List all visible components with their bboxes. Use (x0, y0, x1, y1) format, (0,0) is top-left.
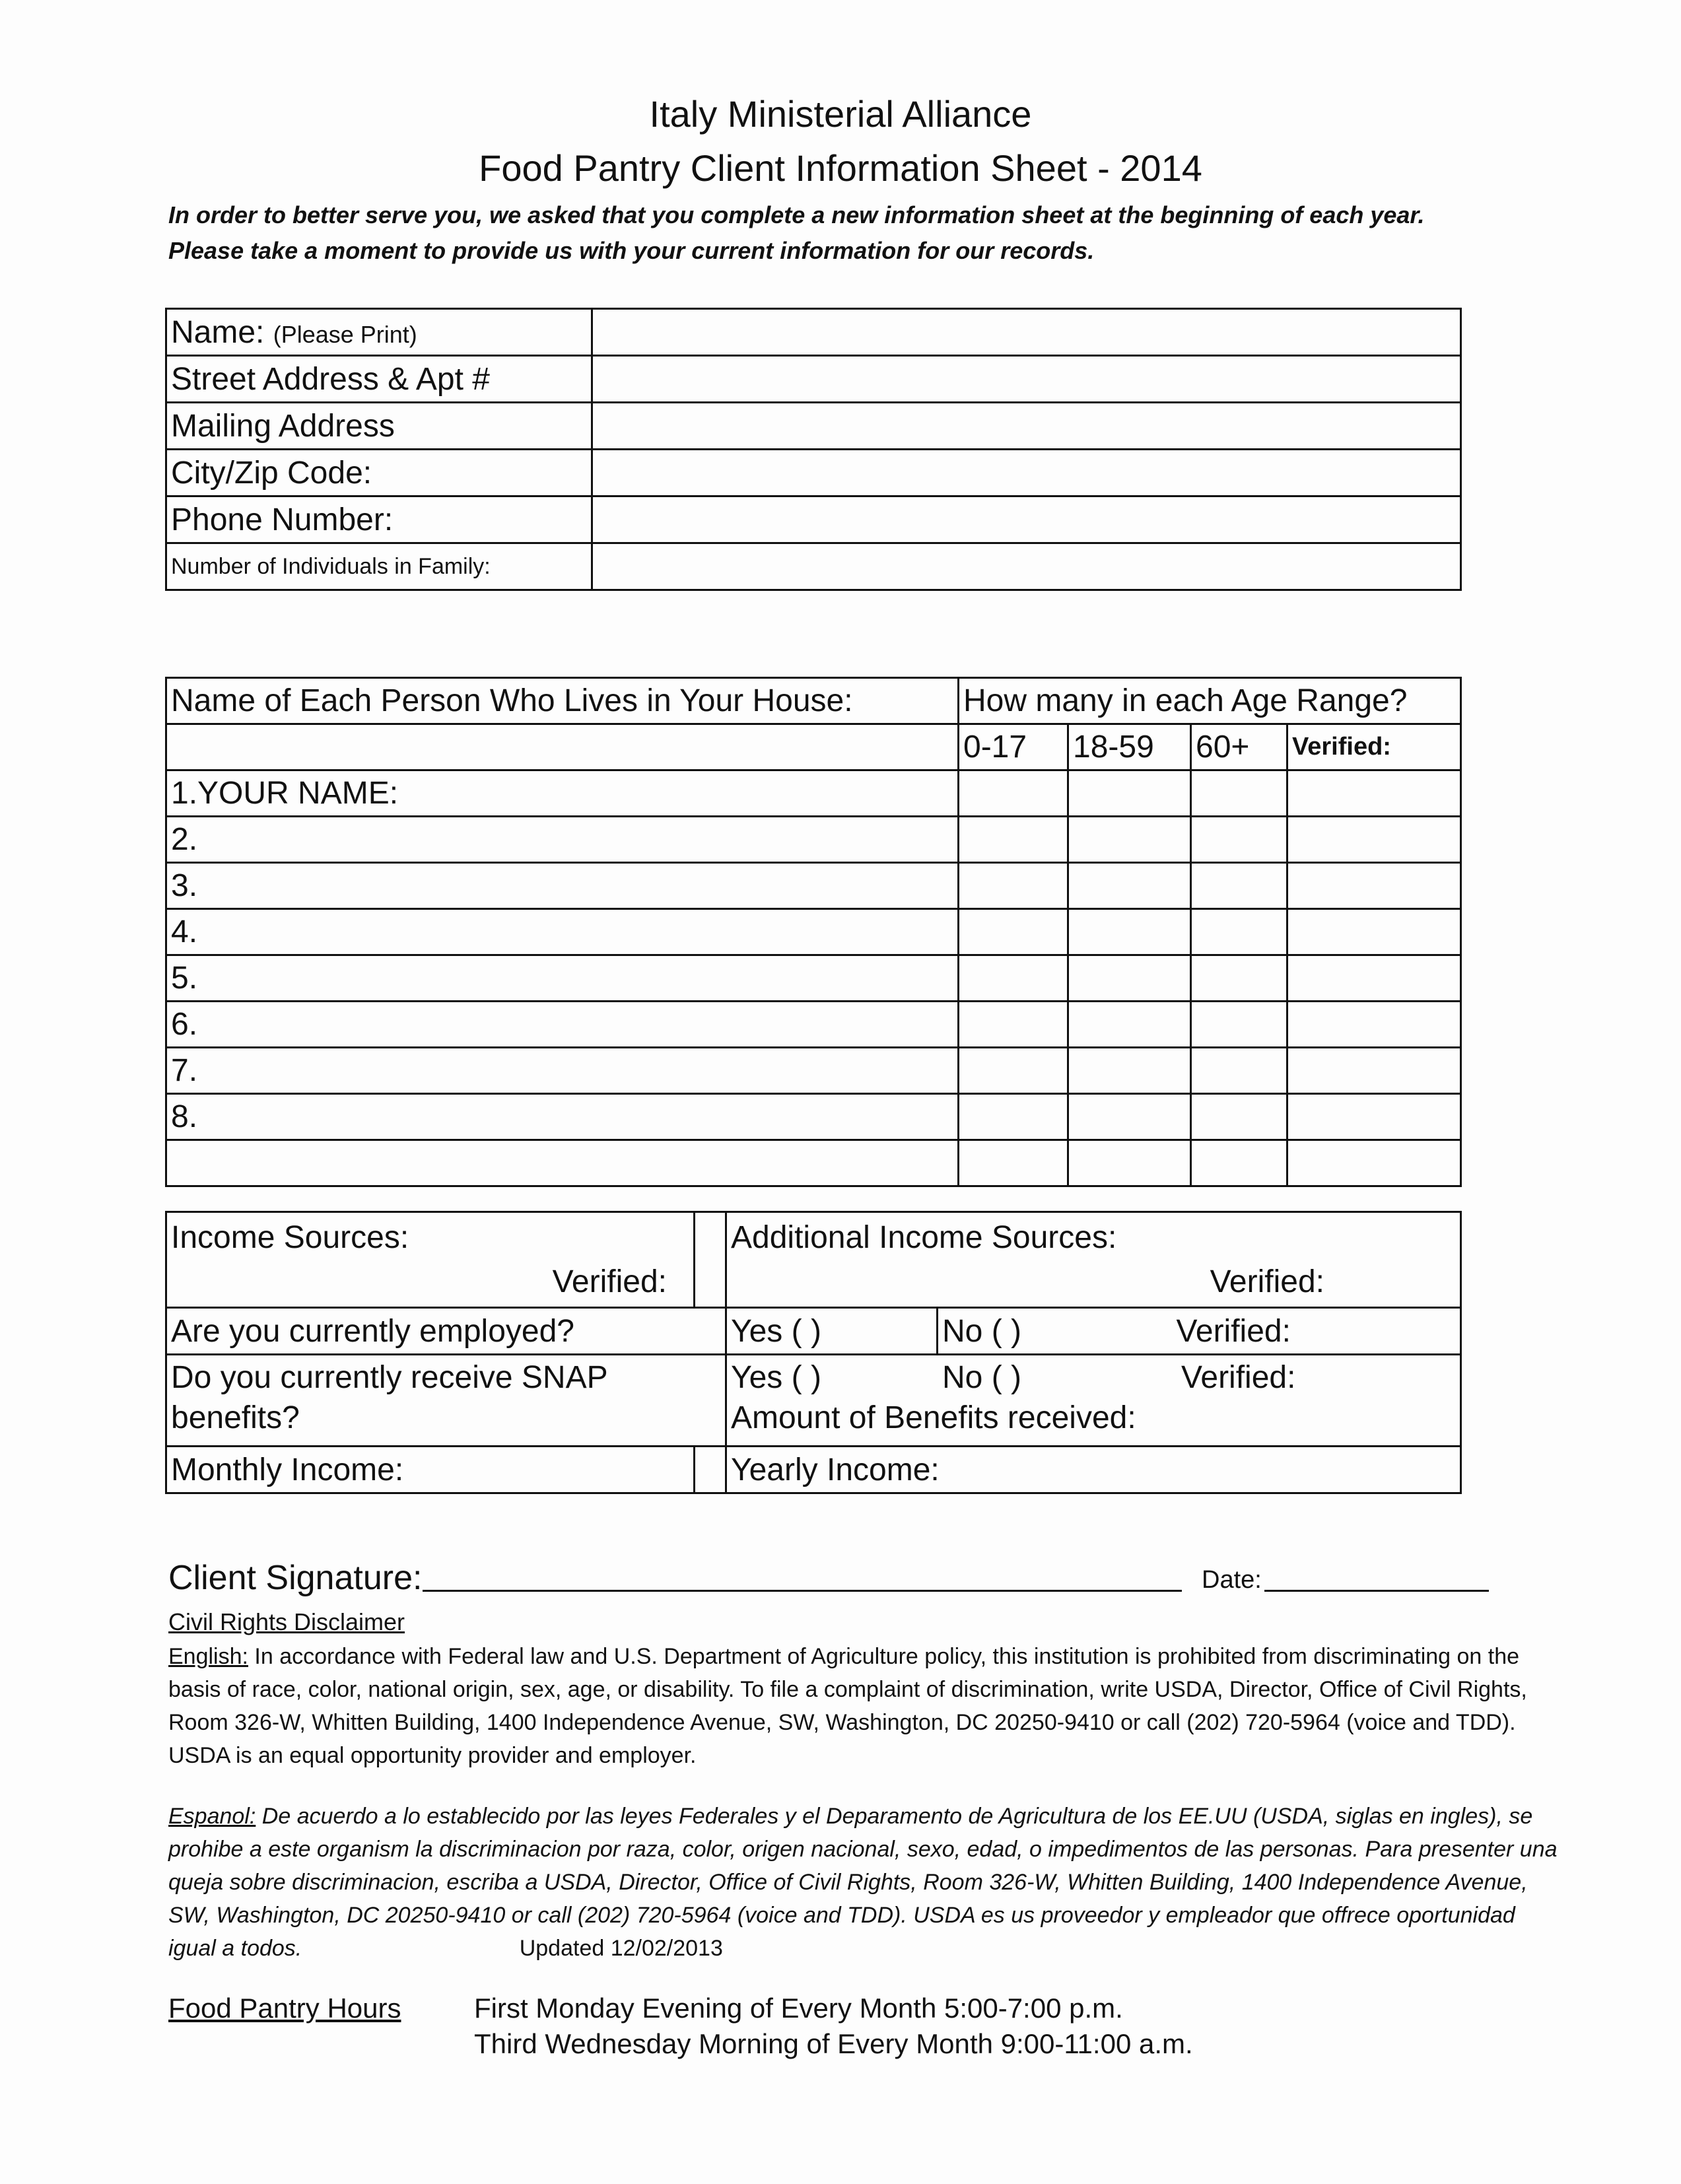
age-cell[interactable] (959, 770, 1068, 817)
additional-verified-label: Verified: (1210, 1264, 1324, 1299)
spanish-text: De acuerdo a lo establecido por las leyes Federales y el Deparamento de Agricultura de los EE.UU (USDA, siglas en ingles), se prohibe a este organism la discriminacion por raza, color, origen nacional, sexo, edad, o impedimentos de las personas. Para presenter una queja sobre discriminacion, escriba a USDA, Director, Office of Civil Rights, Room 326-W, Whitten Building, 1400 Independence Avenue, SW, Washington, DC 20250-9410 or call (202) 720-5964 (voice and TDD). USDA es us proveedor y empleador que offrece oportunidad igual a todos. (168, 1804, 1558, 1961)
city-row (166, 450, 1461, 496)
verified-cell[interactable] (1287, 817, 1461, 863)
age-col-0-17: 0-17 (959, 724, 1068, 770)
person-name-cell[interactable]: 6. (166, 1002, 959, 1048)
name-field[interactable] (592, 309, 1461, 356)
street-label: Street Address & Apt # (166, 356, 592, 403)
monthly-income-label[interactable]: Monthly Income: (166, 1447, 695, 1493)
individuals-field[interactable] (592, 543, 1461, 590)
snap-question-line1: Do you currently receive SNAP (171, 1360, 608, 1395)
street-field[interactable] (592, 356, 1461, 403)
age-cell[interactable] (1191, 955, 1287, 1002)
age-cell[interactable] (1068, 1002, 1191, 1048)
name-hint: (Please Print) (273, 320, 417, 348)
intro-line-2: Please take a moment to provide us with your current information for our records. (168, 237, 1095, 264)
phone-row (166, 496, 1461, 543)
age-cell[interactable] (959, 863, 1068, 909)
age-cell[interactable] (959, 1094, 1068, 1140)
verified-cell[interactable] (1287, 955, 1461, 1002)
form-title: Food Pantry Client Information Sheet - 2014 (479, 147, 1202, 189)
age-cell[interactable] (1068, 1048, 1191, 1094)
income-verified-label: Verified: (552, 1264, 667, 1299)
verified-cell[interactable] (1287, 1002, 1461, 1048)
income-divider-cell (695, 1447, 726, 1493)
age-cell[interactable] (959, 1140, 1068, 1186)
client-signature-line[interactable] (423, 1590, 1182, 1592)
age-cell[interactable] (959, 817, 1068, 863)
employed-verified: Verified: (1162, 1308, 1461, 1355)
english-label: English: (168, 1644, 248, 1669)
table-row (166, 817, 1461, 863)
age-cell[interactable] (1068, 1140, 1191, 1186)
person-name-cell[interactable]: 5. (166, 955, 959, 1002)
food-pantry-hours-heading: Food Pantry Hours (168, 1993, 401, 2024)
table-row (166, 1140, 1461, 1186)
phone-label: Phone Number: (166, 496, 592, 543)
employed-row (166, 1308, 1461, 1355)
age-cell[interactable] (959, 909, 1068, 955)
person-name-cell[interactable]: 7. (166, 1048, 959, 1094)
age-columns-row (166, 724, 1461, 770)
individuals-row (166, 543, 1461, 590)
snap-no[interactable]: No ( ) (942, 1360, 1021, 1395)
age-cell[interactable] (1191, 1140, 1287, 1186)
age-cell[interactable] (1191, 770, 1287, 817)
age-cell[interactable] (959, 1048, 1068, 1094)
hours-line-1: First Monday Evening of Every Month 5:00-7:00 p.m. (474, 1993, 1123, 2024)
verified-cell[interactable] (1287, 770, 1461, 817)
snap-row (166, 1355, 1461, 1447)
age-cell[interactable] (1068, 817, 1191, 863)
age-cell[interactable] (1068, 909, 1191, 955)
verified-cell[interactable] (1287, 1140, 1461, 1186)
employed-no[interactable]: No ( ) (938, 1308, 1162, 1355)
income-sources-cell[interactable] (166, 1212, 695, 1308)
age-cell[interactable] (1068, 770, 1191, 817)
city-label: City/Zip Code: (166, 450, 592, 496)
english-disclaimer (168, 1640, 1568, 1772)
age-cell[interactable] (959, 1002, 1068, 1048)
table-row (166, 770, 1461, 817)
individuals-label: Number of Individuals in Family: (166, 543, 592, 590)
benefits-amount-label: Amount of Benefits received: (731, 1400, 1136, 1435)
phone-field[interactable] (592, 496, 1461, 543)
age-cell[interactable] (1191, 1094, 1287, 1140)
mailing-row (166, 403, 1461, 450)
city-field[interactable] (592, 450, 1461, 496)
client-signature-label: Client Signature: (168, 1559, 423, 1597)
table-row (166, 909, 1461, 955)
person-name-cell[interactable]: 4. (166, 909, 959, 955)
table-row (166, 1048, 1461, 1094)
snap-question-line2: benefits? (171, 1400, 300, 1435)
table-row (166, 863, 1461, 909)
age-cell[interactable] (1191, 1002, 1287, 1048)
client-info-table (165, 308, 1462, 591)
person-name-cell[interactable]: 8. (166, 1094, 959, 1140)
age-cell[interactable] (1191, 1048, 1287, 1094)
additional-income-cell[interactable] (726, 1212, 1461, 1308)
age-cell[interactable] (1191, 863, 1287, 909)
income-sources-label: Income Sources: (171, 1220, 409, 1255)
hours-line-2: Third Wednesday Morning of Every Month 9:00-11:00 a.m. (474, 2028, 1193, 2059)
age-col-18-59: 18-59 (1068, 724, 1191, 770)
blank-header-cell (166, 724, 959, 770)
income-amount-row (166, 1447, 1461, 1493)
name-label-cell (166, 309, 592, 356)
household-table (165, 677, 1462, 1187)
person-name-cell[interactable] (166, 1140, 959, 1186)
age-col-verified: Verified: (1287, 724, 1461, 770)
additional-income-label: Additional Income Sources: (731, 1220, 1117, 1255)
person-name-cell[interactable]: 1.YOUR NAME: (166, 770, 959, 817)
intro-line-1: In order to better serve you, we asked that you complete a new information sheet at the beginning of each year. (168, 201, 1425, 228)
table-row (166, 1094, 1461, 1140)
employed-question: Are you currently employed? (166, 1308, 726, 1355)
table-row (166, 1002, 1461, 1048)
snap-verified: Verified: (1181, 1360, 1296, 1395)
street-row (166, 356, 1461, 403)
mailing-field[interactable] (592, 403, 1461, 450)
snap-options (731, 1355, 1460, 1396)
income-table (165, 1211, 1462, 1494)
name-row (166, 309, 1461, 356)
age-col-60-plus: 60+ (1191, 724, 1287, 770)
snap-question-cell (166, 1355, 726, 1447)
organization-name: Italy Ministerial Alliance (649, 93, 1032, 135)
age-cell[interactable] (1191, 817, 1287, 863)
age-cell[interactable] (1068, 1094, 1191, 1140)
age-cell[interactable] (1191, 909, 1287, 955)
spanish-disclaimer (168, 1800, 1568, 1965)
verified-cell[interactable] (1287, 863, 1461, 909)
age-cell[interactable] (1068, 863, 1191, 909)
employed-yes[interactable]: Yes ( ) (726, 1308, 938, 1355)
person-name-cell[interactable]: 2. (166, 817, 959, 863)
income-divider-cell (695, 1212, 726, 1308)
spanish-label: Espanol: (168, 1804, 256, 1829)
mailing-label: Mailing Address (166, 403, 592, 450)
age-cell[interactable] (1068, 955, 1191, 1002)
person-name-cell[interactable]: 3. (166, 863, 959, 909)
updated-date: Updated 12/02/2013 (519, 1936, 723, 1961)
verified-cell[interactable] (1287, 1048, 1461, 1094)
household-header-row (166, 678, 1461, 724)
name-label: Name: (171, 314, 265, 350)
verified-cell[interactable] (1287, 1094, 1461, 1140)
yearly-income-label[interactable]: Yearly Income: (726, 1447, 1461, 1493)
age-cell[interactable] (959, 955, 1068, 1002)
date-label: Date: (1202, 1566, 1262, 1594)
snap-yes[interactable]: Yes ( ) (731, 1360, 821, 1395)
civil-rights-heading: Civil Rights Disclaimer (168, 1608, 405, 1635)
date-line[interactable] (1264, 1590, 1489, 1592)
age-range-header: How many in each Age Range? (959, 678, 1461, 724)
household-name-header: Name of Each Person Who Lives in Your House: (166, 678, 959, 724)
english-text: In accordance with Federal law and U.S. Department of Agriculture policy, this institution is prohibited from discriminating on the basis of race, color, national origin, sex, age, or disability. To file a complaint of discrimination, write USDA, Director, Office of Civil Rights, Room 326-W, Whitten Building, 1400 Independence Avenue, SW, Washington, DC 20250-9410 or call (202) 720-5964 (voice and TDD). USDA is an equal opportunity provider and employer. (168, 1644, 1527, 1768)
verified-cell[interactable] (1287, 909, 1461, 955)
income-sources-row (166, 1212, 1461, 1308)
table-row (166, 955, 1461, 1002)
snap-answer-cell (726, 1355, 1461, 1447)
